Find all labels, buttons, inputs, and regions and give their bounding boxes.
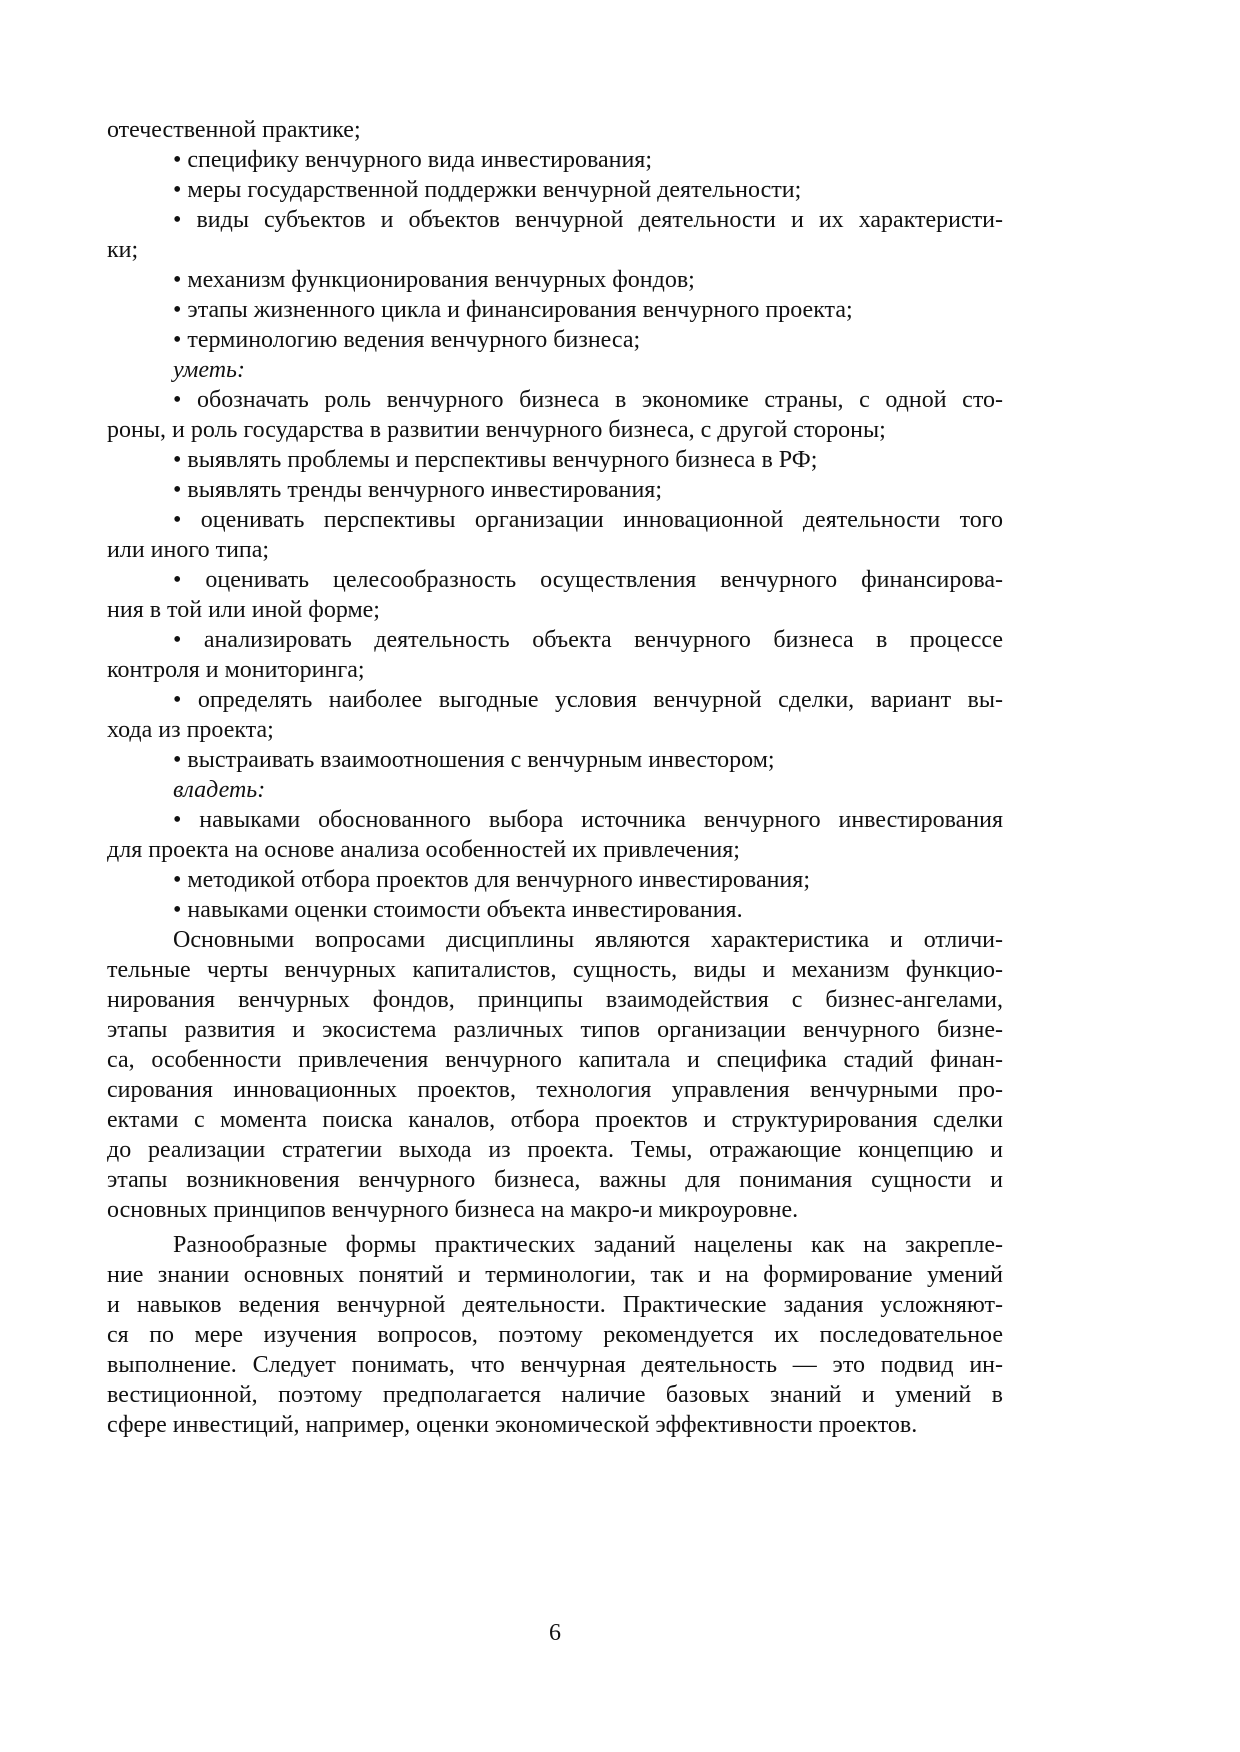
bullet-item: • методикой отбора проектов для венчурного инвестирования; (173, 867, 810, 893)
bullet-item: • оценивать перспективы организации инновационной деятельности того (173, 507, 1003, 533)
bullet-item: • этапы жизненного цикла и финансирования венчурного проекта; (173, 297, 853, 323)
paragraph-line: и навыков ведения венчурной деятельности. Практические задания усложняют- (107, 1292, 1003, 1318)
paragraph-line: сфере инвестиций, например, оценки экономической эффективности проектов. (107, 1412, 918, 1438)
bullet-item: • анализировать деятельность объекта венчурного бизнеса в процессе (173, 627, 1003, 653)
bullet-item: • определять наиболее выгодные условия венчурной сделки, вариант вы- (173, 687, 1003, 713)
paragraph-line: ектами с момента поиска каналов, отбора проектов и структурирования сделки (107, 1107, 1003, 1133)
paragraph-line: са, особенности привлечения венчурного капитала и специфика стадий финан- (107, 1047, 1003, 1073)
text-line: для проекта на основе анализа особенностей их привлечения; (107, 837, 740, 863)
paragraph-line: ся по мере изучения вопросов, поэтому рекомендуется их последовательное (107, 1322, 1003, 1348)
page-body (107, 115, 1003, 1440)
bullet-item: • выстраивать взаимоотношения с венчурным инвестором; (173, 747, 775, 773)
text-line: или иного типа; (107, 537, 270, 563)
bullet-item: • навыками оценки стоимости объекта инвестирования. (173, 897, 743, 923)
text-line: хода из проекта; (107, 717, 274, 743)
bullet-item: • обозначать роль венчурного бизнеса в экономике страны, с одной сто- (173, 387, 1003, 413)
text-line: ния в той или иной форме; (107, 597, 380, 623)
text-line: отечественной практике; (107, 117, 361, 143)
bullet-item: • специфику венчурного вида инвестирования; (173, 147, 653, 173)
paragraph-line: этапы развития и экосистема различных типов организации венчурного бизне- (107, 1017, 1003, 1043)
paragraph-line: выполнение. Следует понимать, что венчурная деятельность — это подвид ин- (107, 1352, 1003, 1378)
paragraph-line: до реализации стратегии выхода из проекта. Темы, отражающие концепцию и (107, 1137, 1003, 1163)
section-label-vladet: владеть: (173, 777, 266, 803)
paragraph-line: нирования венчурных фондов, принципы взаимодействия с бизнес-ангелами, (107, 987, 1003, 1013)
bullet-item: • выявлять проблемы и перспективы венчурного бизнеса в РФ; (173, 447, 818, 473)
text-line: ки; (107, 237, 139, 263)
page-number: 6 (549, 1620, 561, 1646)
paragraph-line: основных принципов венчурного бизнеса на макро-и микроуровне. (107, 1197, 799, 1223)
bullet-item: • меры государственной поддержки венчурной деятельности; (173, 177, 802, 203)
bullet-item: • механизм функционирования венчурных фондов; (173, 267, 695, 293)
text-line: роны, и роль государства в развитии венчурного бизнеса, с другой стороны; (107, 417, 886, 443)
bullet-item: • виды субъектов и объектов венчурной деятельности и их характеристи- (173, 207, 1003, 233)
text-line: контроля и мониторинга; (107, 657, 365, 683)
paragraph-line: Разнообразные формы практических заданий нацелены как на закрепле- (173, 1232, 1003, 1258)
paragraph-line: Основными вопросами дисциплины являются характеристика и отличи- (173, 927, 1003, 953)
paragraph-line: ние знании основных понятий и терминологии, так и на формирование умений (107, 1262, 1003, 1288)
paragraph-line: вестиционной, поэтому предполагается наличие базовых знаний и умений в (107, 1382, 1003, 1408)
paragraph-line: этапы возникновения венчурного бизнеса, важны для понимания сущности и (107, 1167, 1003, 1193)
bullet-item: • терминологию ведения венчурного бизнеса; (173, 327, 641, 353)
paragraph-line: тельные черты венчурных капиталистов, сущность, виды и механизм функцио- (107, 957, 1003, 983)
bullet-item: • оценивать целесообразность осуществления венчурного финансирова- (173, 567, 1003, 593)
bullet-item: • навыками обоснованного выбора источника венчурного инвестирования (173, 807, 1003, 833)
bullet-item: • выявлять тренды венчурного инвестирования; (173, 477, 662, 503)
paragraph-line: сирования инновационных проектов, технология управления венчурными про- (107, 1077, 1003, 1103)
section-label-umet: уметь: (173, 357, 245, 383)
